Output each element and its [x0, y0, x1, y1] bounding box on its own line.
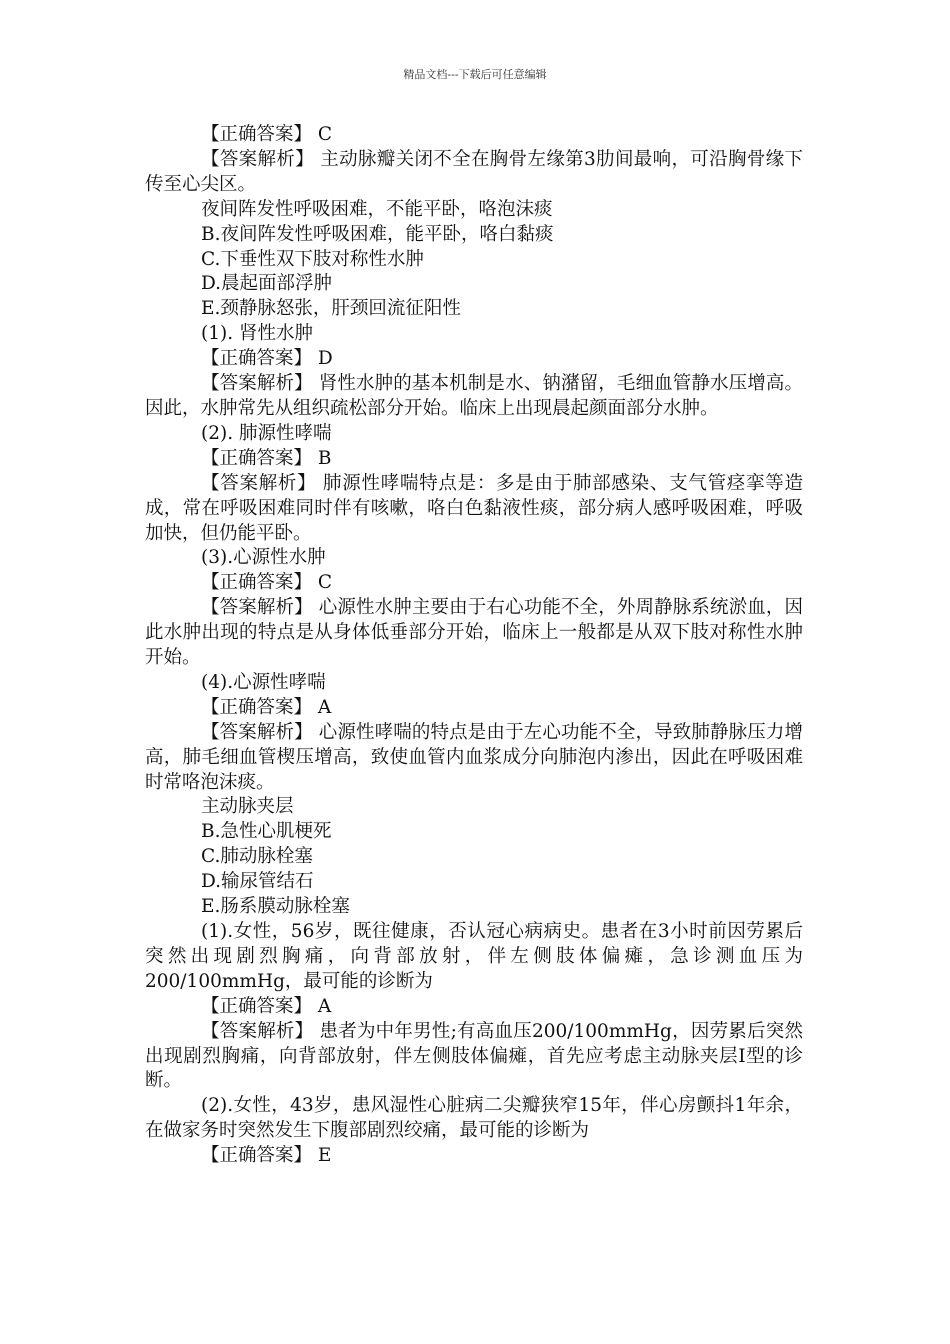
document-body [145, 123, 803, 1169]
text-line: C.肺动脉栓塞 [201, 846, 313, 868]
text-line: E.颈静脉怒张，肝颈回流征阳性 [201, 298, 461, 320]
text-line: 【答案解析】 患者为中年男性;有高血压200/100mmHg，因劳累后突然出现剧烈胸痛，向背部放射，伴左侧肢体偏瘫，首先应考虑主动脉夹层Ⅰ型的诊断。 [145, 1020, 803, 1092]
page-header: 精品文档---下载后可任意编辑 [403, 68, 547, 81]
text-line: 【正确答案】 A [201, 696, 332, 718]
text-line: 主动脉夹层 [201, 796, 294, 818]
text-line: 【正确答案】 C [201, 572, 333, 594]
text-line: (3).心源性水肿 [201, 547, 326, 569]
text-line: 【正确答案】 B [201, 447, 332, 469]
text-line: D.输尿管结石 [201, 871, 314, 893]
text-line: 夜间阵发性呼吸困难，不能平卧，咯泡沫痰 [201, 198, 553, 220]
text-line: (2).女性，43岁，患风湿性心脏病二尖瓣狭窄15年，伴心房颤抖1年余，在做家务时突然发生下腹部剧烈绞痛，最可能的诊断为 [145, 1095, 803, 1142]
text-line: 【正确答案】 A [201, 995, 332, 1017]
text-line: 【答案解析】 心源性水肿主要由于右心功能不全，外周静脉系统淤血，因此水肿出现的特点是从身体低垂部分开始，临床上一般都是从双下肢对称性水肿开始。 [145, 597, 803, 669]
text-line: E.肠系膜动脉栓塞 [201, 896, 350, 918]
text-line: 【正确答案】 C [201, 124, 333, 145]
text-line: 【正确答案】 D [201, 348, 333, 370]
text-line: 【正确答案】 E [201, 1145, 332, 1167]
text-line: 【答案解析】 肺源性哮喘特点是：多是由于肺部感染、支气管痉挛等造成，常在呼吸困难同时伴有咳嗽，咯白色黏液性痰，部分病人感呼吸困难，呼吸加快，但仍能平卧。 [145, 472, 803, 544]
text-line: D.晨起面部浮肿 [201, 273, 333, 295]
text-line: 【答案解析】 心源性哮喘的特点是由于左心功能不全，导致肺静脉压力增高，肺毛细血管楔压增高，致使血管内血浆成分向肺泡内渗出，因此在呼吸困难时常咯泡沫痰。 [145, 721, 803, 793]
text-line: B.夜间阵发性呼吸困难，能平卧，咯白黏痰 [201, 223, 554, 245]
text-line: C.下垂性双下肢对称性水肿 [201, 248, 424, 270]
text-line: (2). 肺源性哮喘 [201, 422, 332, 444]
text-line: (1).女性，56岁，既往健康，否认冠心病病史。患者在3小时前因劳累后突然出现剧烈胸痛，向背部放射，伴左侧肢体偏瘫，急诊测血压为200/100mmHg，最可能的诊断为 [145, 921, 803, 992]
text-line: B.急性心肌梗死 [201, 821, 332, 843]
text-line: 【答案解析】 主动脉瓣关闭不全在胸骨左缘第3肋间最响，可沿胸骨缘下传至心尖区。 [145, 148, 803, 195]
text-line: 【答案解析】 肾性水肿的基本机制是水、钠潴留，毛细血管静水压增高。因此，水肿常先从组织疏松部分开始。临床上出现晨起颜面部分水肿。 [145, 373, 803, 419]
text-line: (4).心源性哮喘 [201, 671, 326, 693]
text-line: (1). 肾性水肿 [201, 323, 313, 345]
